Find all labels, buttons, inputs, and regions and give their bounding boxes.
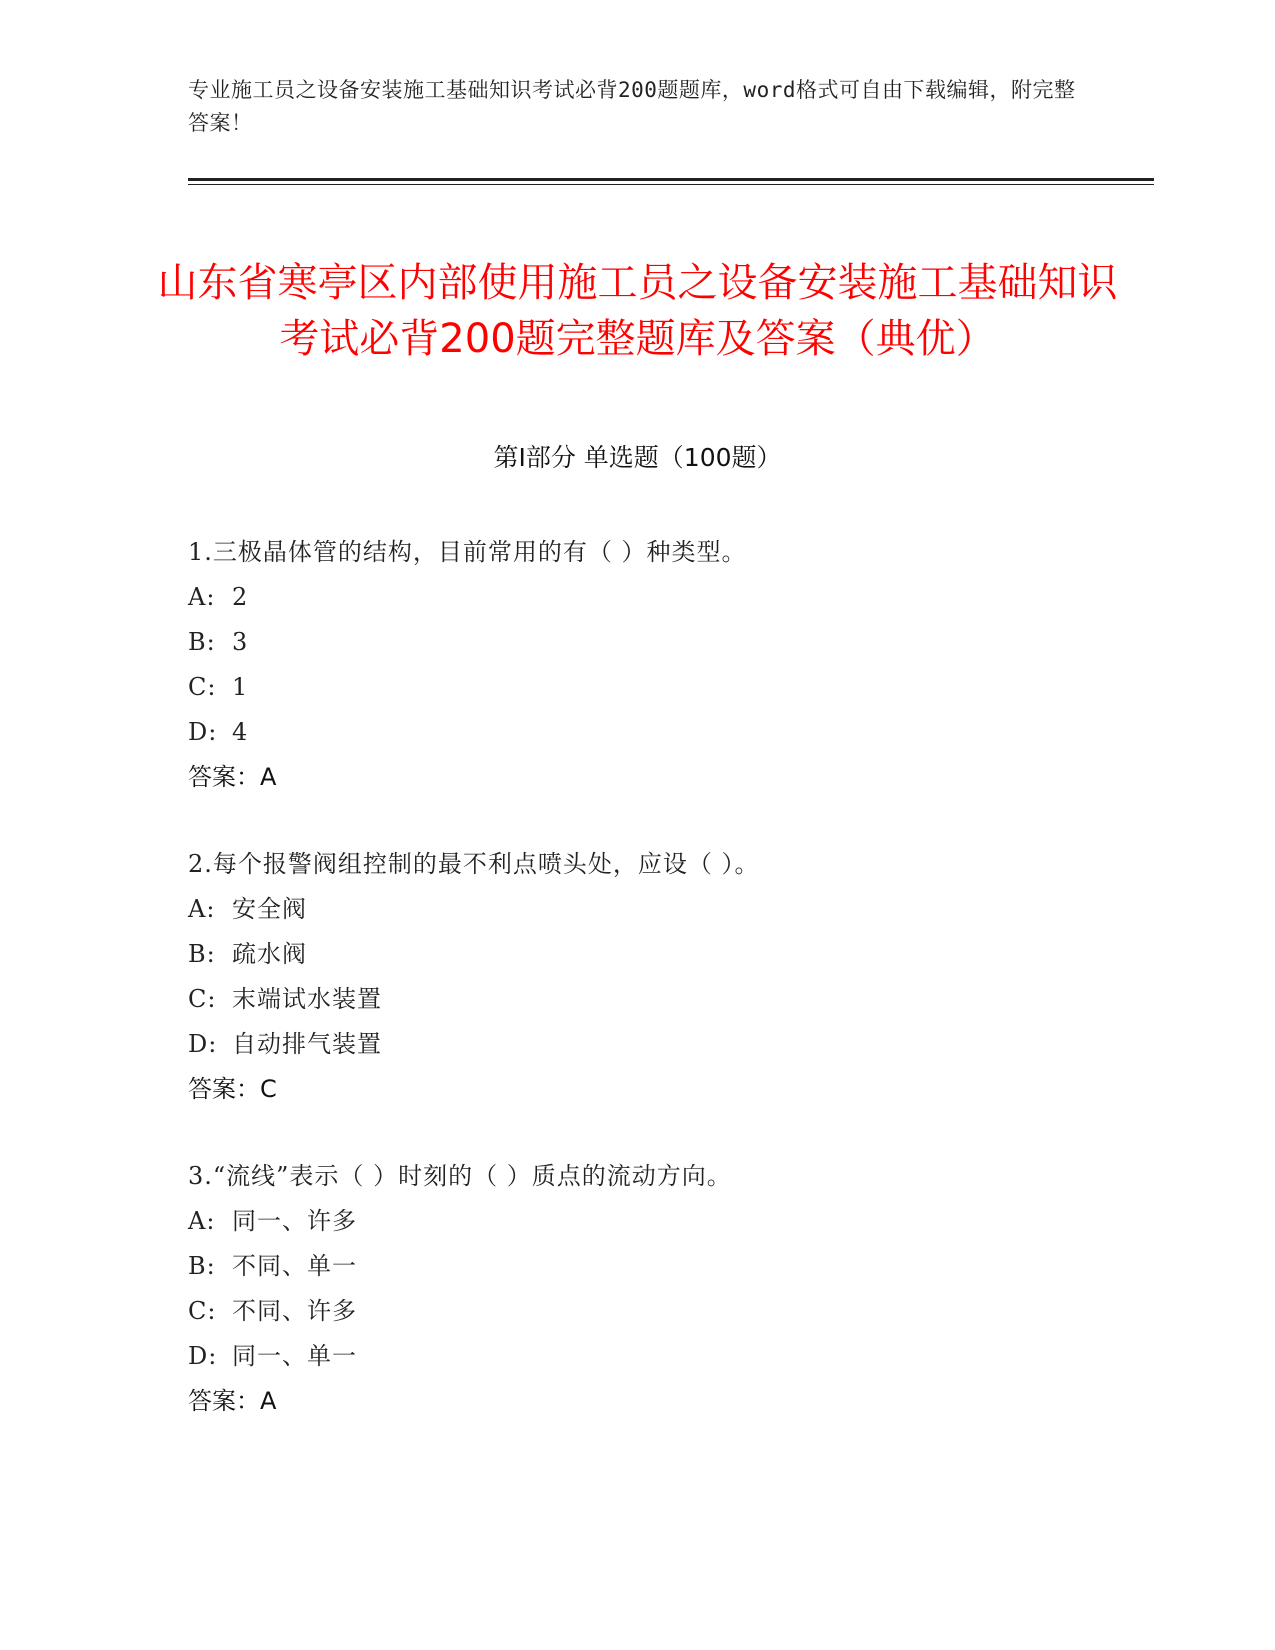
question-stem: 3.“流线”表示（ ）时刻的（ ）质点的流动方向。 [188, 1162, 732, 1190]
option-text: 同一、单一 [232, 1342, 357, 1370]
option-key: D: [188, 1342, 218, 1370]
answer: 答案：A [188, 1387, 277, 1415]
question-1 [188, 530, 1148, 800]
option-key: B: [188, 1252, 216, 1280]
answer: 答案：C [188, 1075, 277, 1103]
option-c [188, 665, 1148, 710]
option-text: 2 [232, 583, 249, 611]
option-text: 末端试水装置 [232, 985, 382, 1013]
option-text: 4 [232, 718, 249, 746]
option-a [188, 575, 1148, 620]
option-text: 不同、单一 [232, 1252, 357, 1280]
option-key: D: [188, 718, 218, 746]
option-key: C: [188, 1297, 217, 1325]
option-key: A: [188, 895, 216, 923]
option-b [188, 620, 1148, 665]
option-a [188, 1199, 1148, 1244]
option-key: B: [188, 628, 216, 656]
question-3 [188, 1154, 1148, 1424]
option-c [188, 977, 1148, 1022]
option-d [188, 1334, 1148, 1379]
option-text: 3 [232, 628, 249, 656]
section-title: 第Ⅰ部分 单选题（100题） [493, 443, 782, 472]
question-list [188, 530, 1148, 1466]
option-text: 同一、许多 [232, 1207, 357, 1235]
option-text: 不同、许多 [232, 1297, 357, 1325]
question-2 [188, 842, 1148, 1112]
header-note: 专业施工员之设备安装施工基础知识考试必背200题题库，word格式可自由下载编辑，附完整答案！ [188, 78, 1076, 135]
option-key: A: [188, 1207, 216, 1235]
option-d [188, 1022, 1148, 1067]
option-key: A: [188, 583, 216, 611]
document-title: 山东省寒亭区内部使用施工员之设备安装施工基础知识考试必背200题完整题库及答案（典优） [157, 259, 1118, 362]
option-key: B: [188, 940, 216, 968]
header-divider-thin [188, 184, 1154, 185]
option-key: C: [188, 673, 217, 701]
option-c [188, 1289, 1148, 1334]
option-key: C: [188, 985, 217, 1013]
option-a [188, 887, 1148, 932]
header-divider-thick [188, 178, 1154, 181]
option-b [188, 932, 1148, 977]
option-text: 安全阀 [232, 895, 307, 923]
option-text: 疏水阀 [232, 940, 307, 968]
option-d [188, 710, 1148, 755]
option-b [188, 1244, 1148, 1289]
option-text: 1 [232, 673, 249, 701]
question-stem: 2.每个报警阀组控制的最不利点喷头处，应设（ ）。 [188, 850, 760, 878]
option-key: D: [188, 1030, 218, 1058]
question-stem: 1.三极晶体管的结构，目前常用的有（ ）种类型。 [188, 538, 747, 566]
answer: 答案：A [188, 763, 277, 791]
option-text: 自动排气装置 [232, 1030, 382, 1058]
